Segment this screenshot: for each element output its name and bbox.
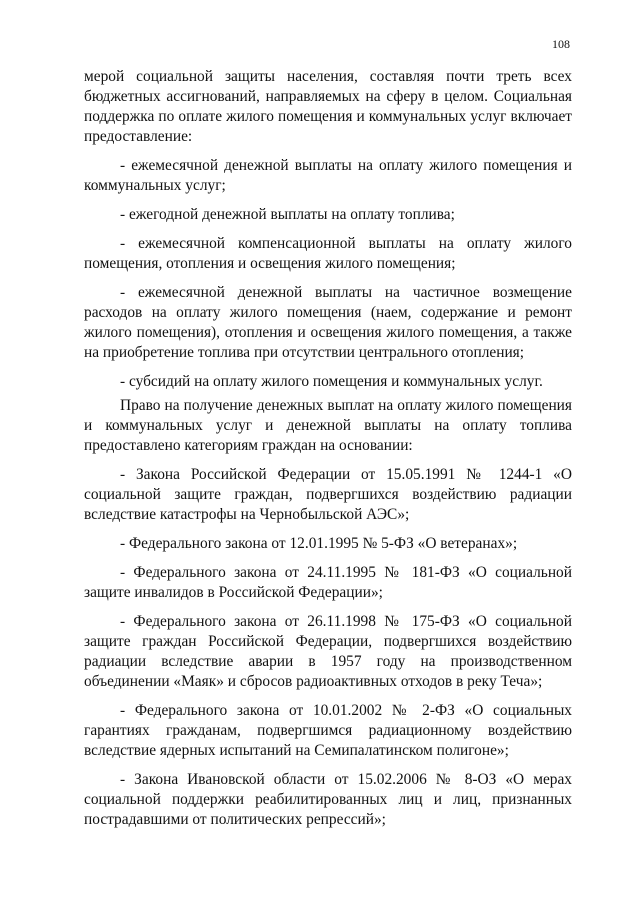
- law-item-mayak: - Федерального закона от 26.11.1998 № 175-ФЗ «О социальной защите граждан Российской Федерации, подвергшихся воздействию радиации вследствие аварии в 1957 году на производственном объединении «Маяк» и сбросов радиоактивных отходов в реку Теча»;: [84, 613, 572, 690]
- list-item-monthly-housing-payment: - ежемесячной денежной выплаты на оплату жилого помещения и коммунальных услуг;: [84, 157, 572, 194]
- list-item-subsidies: - субсидий на оплату жилого помещения и коммунальных услуг.: [120, 373, 543, 390]
- paragraph-right-to-payments: Право на получение денежных выплат на оплату жилого помещения и коммунальных услуг и денежной выплаты на оплату топлива предоставлено категориям граждан на основании:: [84, 397, 572, 454]
- list-item-monthly-compensation: - ежемесячной компенсационной выплаты на оплату жилого помещения, отопления и освещения жилого помещения;: [84, 235, 572, 272]
- document-body: [84, 67, 572, 839]
- law-item-semipalatinsk: - Федерального закона от 10.01.2002 № 2-ФЗ «О социальных гарантиях гражданам, подвергшимся радиационному воздействию вследствие ядерных испытаний на Семипалатинском полигоне»;: [84, 702, 572, 759]
- list-item-annual-fuel-payment: - ежегодной денежной выплаты на оплату топлива;: [120, 206, 455, 223]
- law-item-veterans: - Федерального закона от 12.01.1995 № 5-ФЗ «О ветеранах»;: [120, 535, 518, 552]
- law-item-ivanovo-rehabilitated: - Закона Ивановской области от 15.02.2006 № 8-ОЗ «О мерах социальной поддержки реабилитированных лиц и лиц, признанных пострадавшими от политических репрессий»;: [84, 771, 572, 828]
- law-item-chernobyl: - Закона Российской Федерации от 15.05.1991 № 1244-1 «О социальной защите граждан, подвергшихся воздействию радиации вследствие катастрофы на Чернобыльской АЭС»;: [84, 466, 572, 523]
- page-number: 108: [552, 37, 570, 51]
- paragraph-intro: мерой социальной защиты населения, составляя почти треть всех бюджетных ассигнований, направляемых на сферу в целом. Социальная поддержка по оплате жилого помещения и коммунальных услуг включает предоставление:: [84, 68, 572, 145]
- law-item-disabled: - Федерального закона от 24.11.1995 № 181-ФЗ «О социальной защите инвалидов в Российской Федерации»;: [84, 564, 572, 601]
- list-item-partial-reimbursement: - ежемесячной денежной выплаты на частичное возмещение расходов на оплату жилого помещения (наем, содержание и ремонт жилого помещения), отопления и освещения жилого помещения, а также на приобретение топлива при отсутствии центрального отопления;: [84, 284, 572, 361]
